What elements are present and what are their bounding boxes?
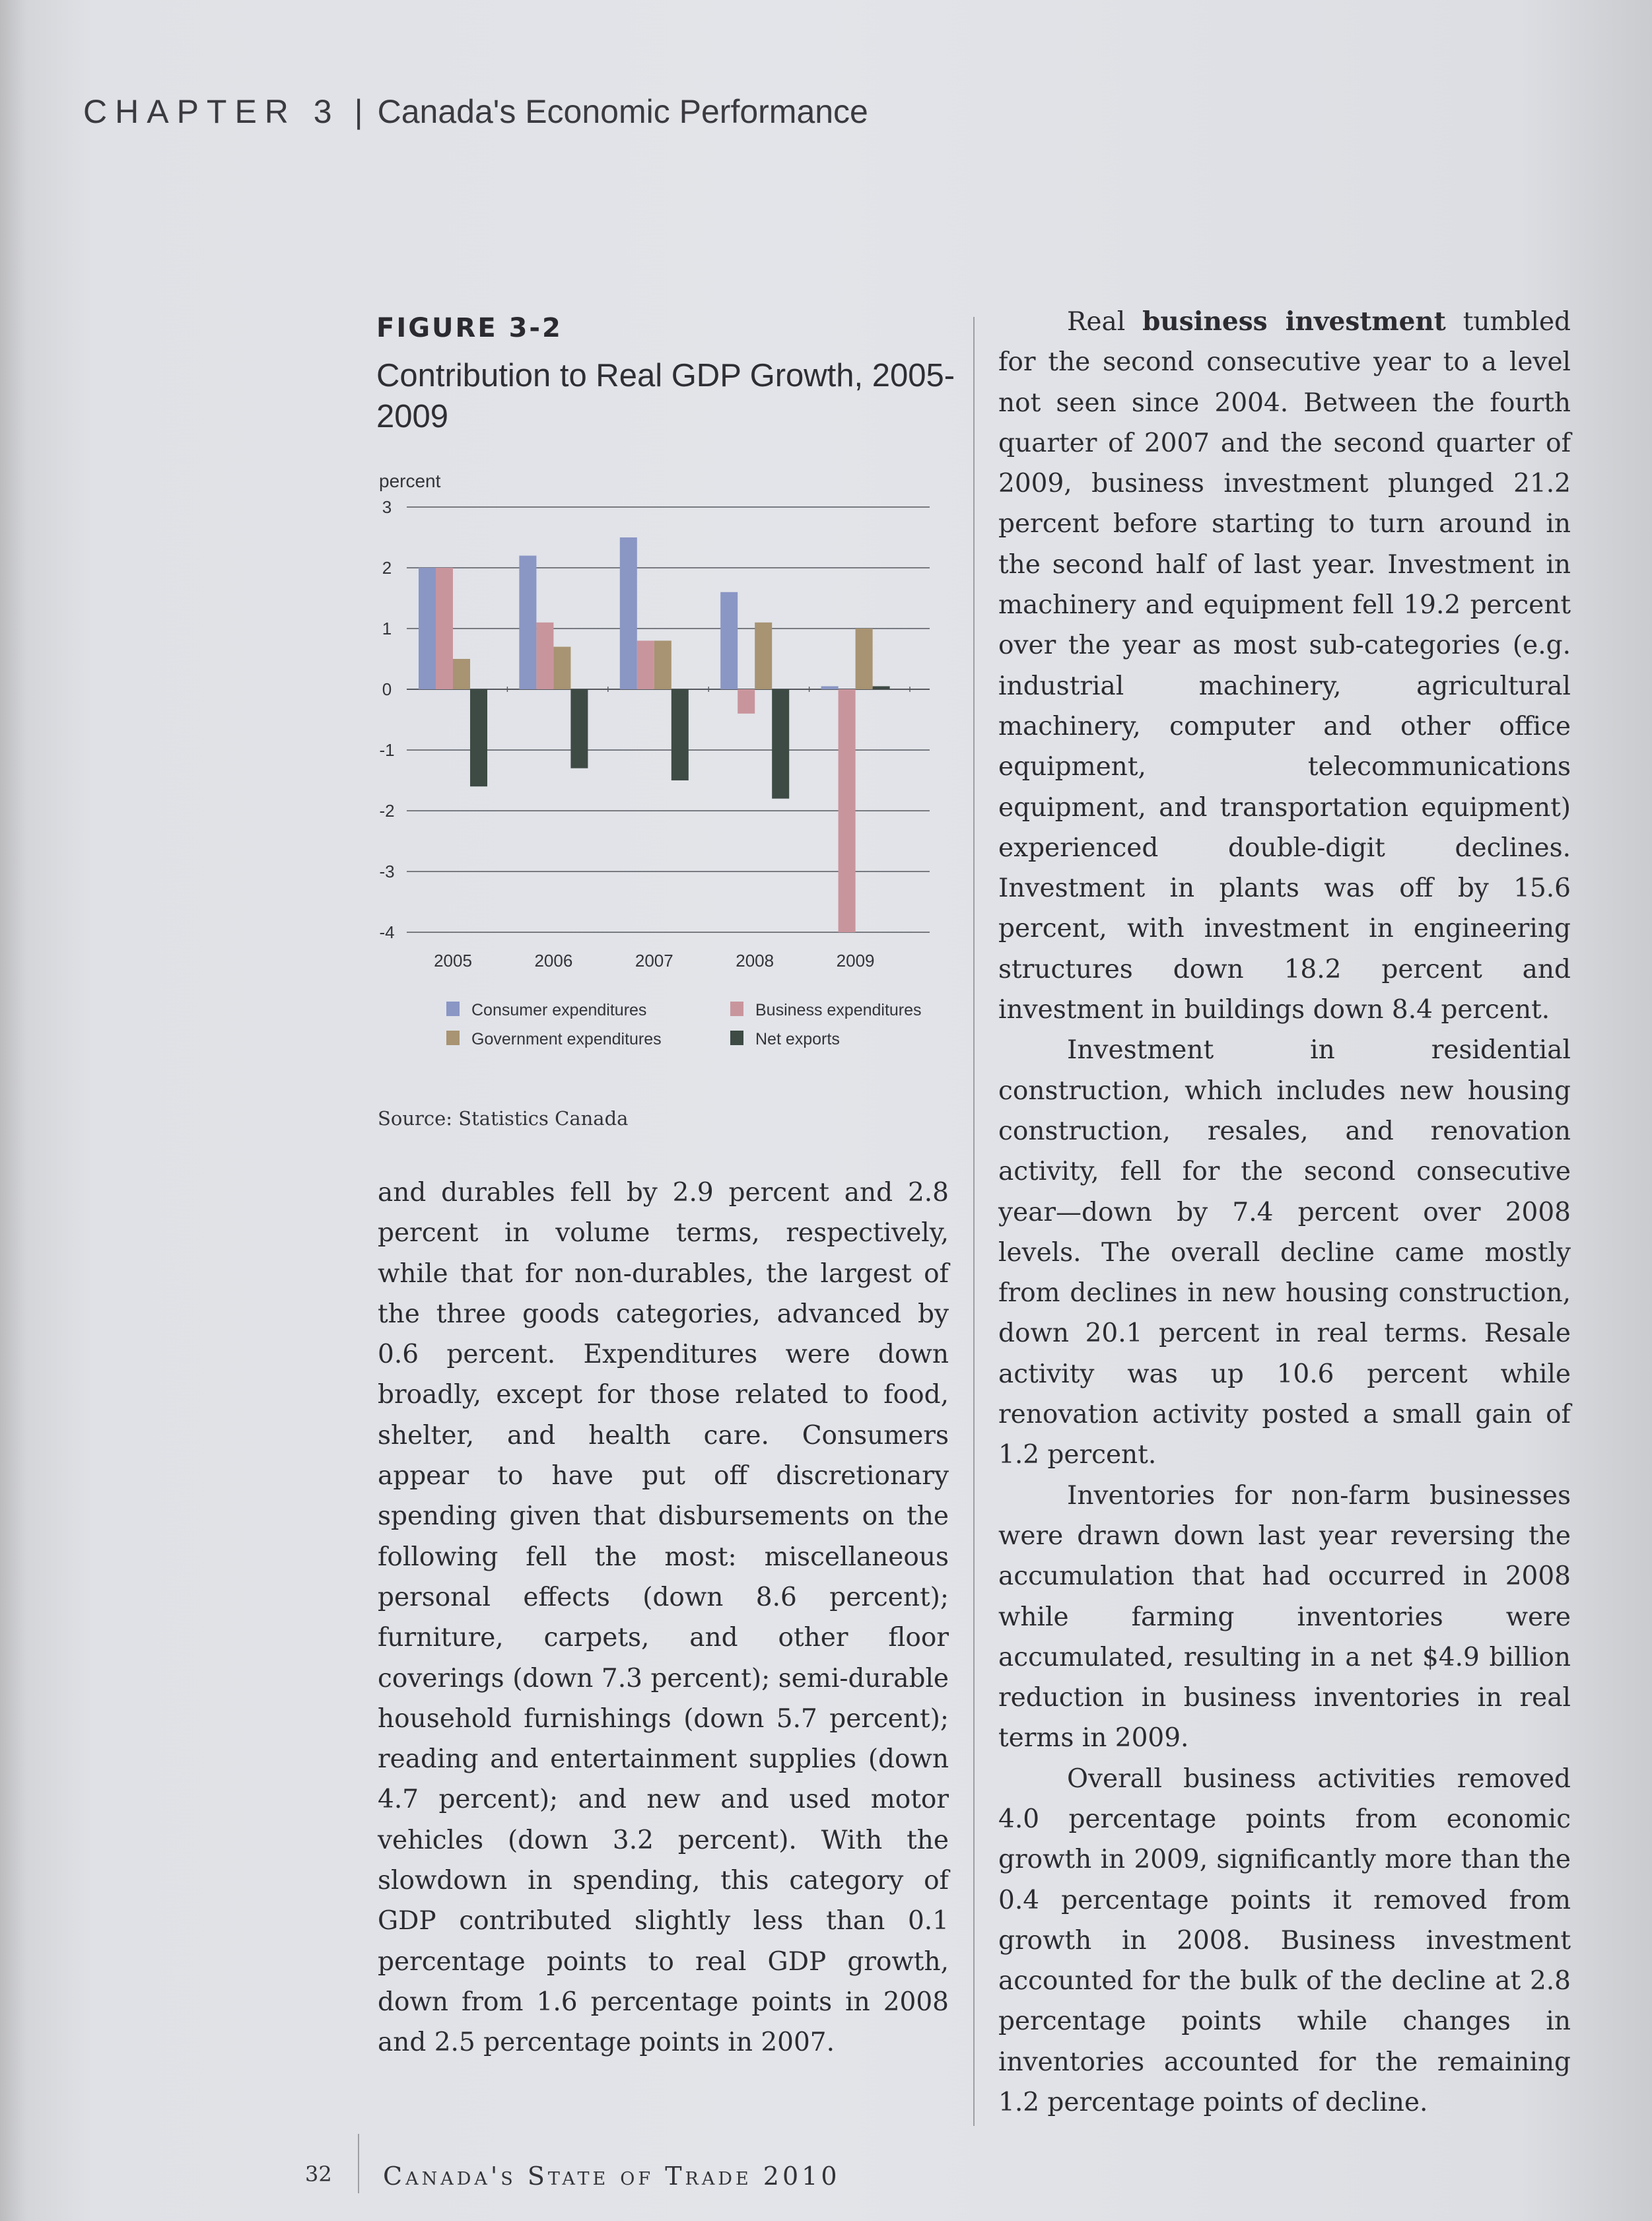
legend-label: Government expenditures bbox=[471, 1030, 662, 1048]
bar-government-expenditures-2009 bbox=[856, 629, 873, 689]
column-divider bbox=[973, 317, 975, 2126]
bar-consumer-expenditures-2006 bbox=[519, 556, 536, 689]
figure-source: Source: Statistics Canada bbox=[378, 1107, 629, 1130]
bar-consumer-expenditures-2009 bbox=[821, 686, 839, 689]
right-paragraph-2: Investment in residential construction, which includes new housing construction, resales, and renovation activity, fell for the second consecutive year—down by 7.4 percent over 2008 levels. The overall decline came mostly from declines in new housing construction, down 20.1 percent in real terms. Resale activity was up 10.6 percent while renovation activity posted a small gain of 1.2 percent. bbox=[998, 1035, 1571, 1470]
right-paragraph-1 bbox=[998, 302, 1571, 1030]
publication-title: Canada's State of Trade 2010 bbox=[383, 2162, 841, 2191]
legend-label: Net exports bbox=[755, 1030, 840, 1048]
y-tick-label: 1 bbox=[382, 619, 392, 638]
x-tick-label: 2008 bbox=[736, 951, 774, 971]
legend-swatch bbox=[730, 1031, 743, 1045]
y-tick-label: -4 bbox=[379, 922, 395, 942]
y-tick-label: -1 bbox=[379, 740, 395, 760]
x-tick-label: 2007 bbox=[635, 951, 673, 971]
bar-business-expenditures-2005 bbox=[436, 568, 453, 689]
x-tick-label: 2009 bbox=[836, 951, 875, 971]
business-investment-term: business investment bbox=[1142, 306, 1446, 337]
y-axis-ticks bbox=[379, 497, 394, 942]
y-tick-label: 2 bbox=[382, 558, 392, 578]
x-tick-label: 2006 bbox=[534, 951, 573, 971]
gdp-contribution-chart bbox=[357, 462, 964, 1070]
chart-legend bbox=[446, 1001, 922, 1048]
bar-consumer-expenditures-2007 bbox=[620, 537, 637, 689]
legend-swatch bbox=[730, 1002, 743, 1016]
figure-title: Contribution to Real GDP Growth, 2005-2009 bbox=[376, 358, 955, 434]
legend-label: Consumer expenditures bbox=[471, 1001, 647, 1019]
bar-consumer-expenditures-2008 bbox=[720, 592, 738, 689]
chapter-title: Canada's Economic Performance bbox=[377, 93, 868, 130]
legend-label: Business expenditures bbox=[755, 1001, 922, 1019]
bar-government-expenditures-2007 bbox=[654, 640, 671, 689]
chapter-label: CHAPTER 3 bbox=[83, 93, 340, 130]
right-paragraph-3: Inventories for non-farm businesses were drawn down last year reversing the accumulation that had occurred in 2008 while farming inventories were accumulated, resulting in a net $4.9 billion reduction in business inventories in real terms in 2009. bbox=[998, 1480, 1571, 1754]
left-text-column bbox=[378, 1173, 949, 2063]
paragraph-1-lead: Real bbox=[1067, 307, 1143, 337]
y-tick-label: 0 bbox=[382, 679, 392, 699]
bar-government-expenditures-2008 bbox=[755, 623, 772, 689]
paragraph-1-body: tumbled for the second consecutive year to a level not seen since 2004. Between the fourth quarter of 2007 and the second quarter of 2009, business investment plunged 21.2 percent before starting to turn around in the second half of last year. Investment in machinery and equipment fell 19.2 percent over the year as most sub-categories (e.g. industrial machinery, agricultural machinery, computer and other office equipment, telecommunications equipment, and transportation equipment) experienced double-digit declines. Investment in plants was off by 15.6 percent, with investment in engineering structures down 18.2 percent and investment in buildings down 8.4 percent. bbox=[998, 307, 1571, 1025]
x-tick-label: 2005 bbox=[434, 951, 472, 971]
figure-label: FIGURE 3-2 bbox=[376, 313, 563, 343]
bar-business-expenditures-2007 bbox=[637, 640, 654, 689]
chart-bars bbox=[419, 537, 890, 932]
bar-net-exports-2006 bbox=[570, 689, 588, 769]
y-axis-label: percent bbox=[379, 471, 441, 491]
page-number: 32 bbox=[305, 2162, 332, 2187]
right-paragraph-4: Overall business activities removed 4.0 percentage points from economic growth in 2009, significantly more than the 0.4 percentage points it removed from growth in 2008. Business investment accounted for the bulk of the decline at 2.8 percentage points while changes in inventories accounted for the remaining 1.2 percentage points of decline. bbox=[998, 1763, 1571, 2118]
right-text-column bbox=[998, 302, 1571, 2123]
bar-net-exports-2008 bbox=[772, 689, 789, 799]
running-header bbox=[83, 92, 868, 131]
y-tick-label: 3 bbox=[382, 497, 392, 517]
bar-net-exports-2009 bbox=[873, 686, 890, 689]
header-separator: | bbox=[354, 93, 363, 130]
bar-consumer-expenditures-2005 bbox=[419, 568, 436, 689]
bar-government-expenditures-2006 bbox=[553, 647, 570, 689]
bar-net-exports-2005 bbox=[470, 689, 487, 786]
bar-net-exports-2007 bbox=[671, 689, 689, 780]
bar-government-expenditures-2005 bbox=[453, 659, 470, 689]
left-paragraph-1: and durables fell by 2.9 percent and 2.8 percent in volume terms, respectively, while that for non-durables, the largest of the three goods categories, advanced by 0.6 percent. Expenditures were down broadly, except for those related to food, shelter, and health care. Consumers appear to have put off discretionary spending given that disbursements on the following fell the most: miscellaneous personal effects (down 8.6 percent); furniture, carpets, and other floor coverings (down 7.3 percent); semi-durable household furnishings (down 5.7 percent); reading and entertainment supplies (down 4.7 percent); and new and used motor vehicles (down 3.2 percent). With the slowdown in spending, this category of GDP contributed slightly less than 0.1 percentage points to real GDP growth, down from 1.6 percentage points in 2008 and 2.5 percentage points in 2007. bbox=[378, 1178, 949, 2058]
legend-swatch bbox=[446, 1031, 460, 1045]
y-tick-label: -2 bbox=[379, 801, 395, 821]
legend-swatch bbox=[446, 1002, 460, 1016]
bar-business-expenditures-2008 bbox=[738, 689, 755, 714]
bar-business-expenditures-2006 bbox=[536, 623, 553, 689]
footer-divider bbox=[358, 2134, 359, 2193]
y-tick-label: -3 bbox=[379, 862, 395, 881]
bar-business-expenditures-2009 bbox=[839, 689, 856, 932]
